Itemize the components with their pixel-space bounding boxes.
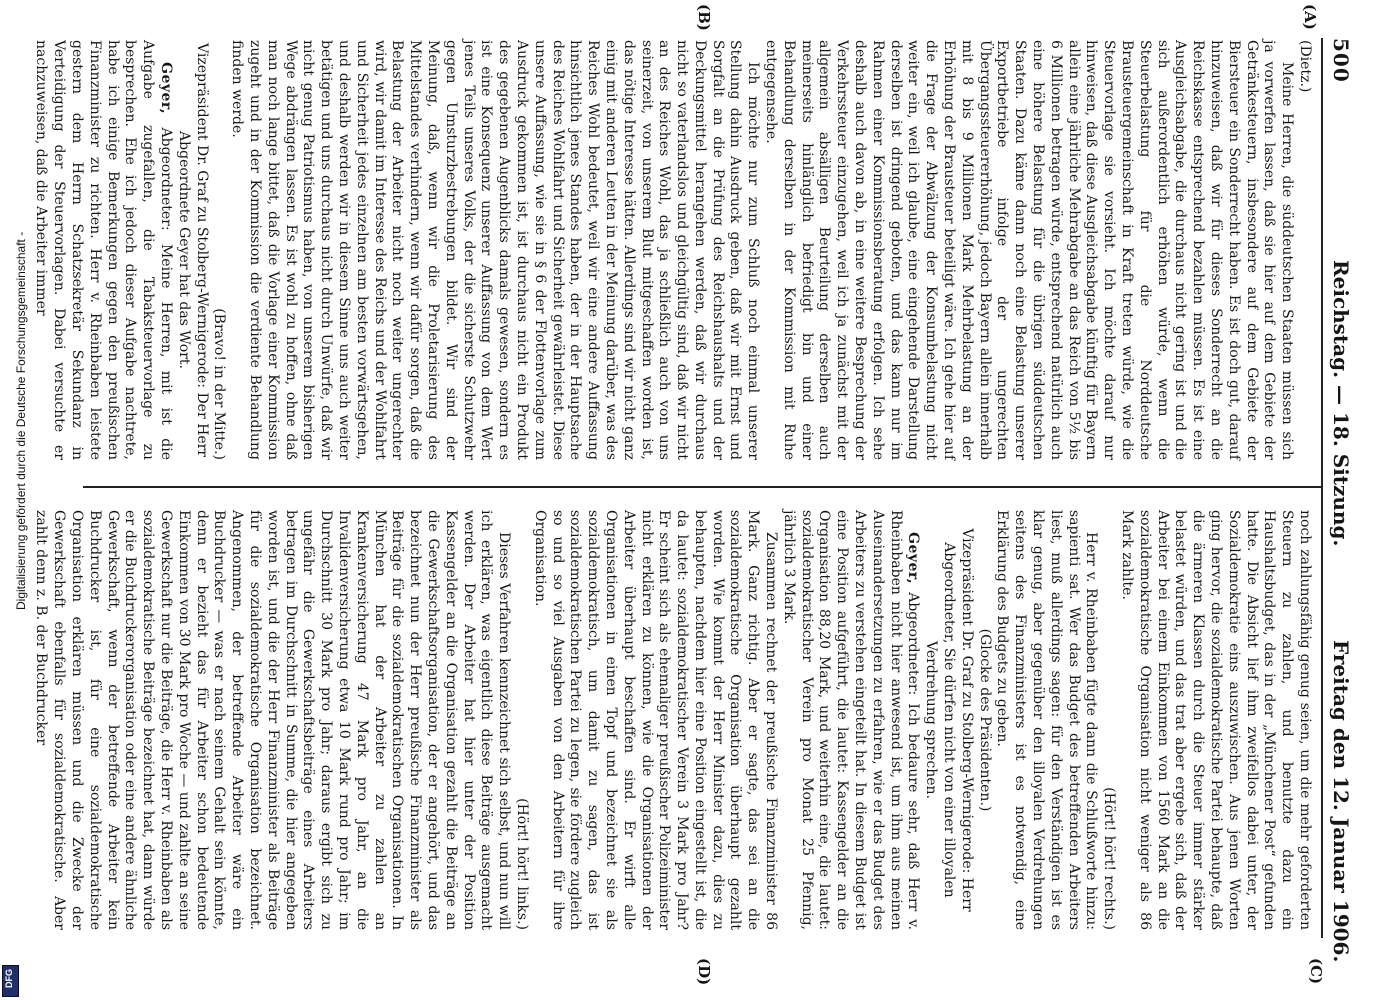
dfg-logo-text: DFG [4,969,14,988]
speaker-name: Geyer, [158,62,174,115]
paragraph: Zusammen rechnet der preußische Finanzminister 86 Mark. Ganz richtig. Aber er sagte, das sei an die sozialdemokratische Organisation überhaupt gezahlt worden. Wie kommt der Herr Minister dazu, dies zu behaupten, nachdem hier eine Position eingestellt ist, die da lautet: sozialdemokratischer Verein 3 Mark pro Jahr? Er scheint sich als ehemaliger preußischer Polizeiminister nicht erklären zu können, wie die Organisationen der Arbeiter überhaupt beschaffen sind. Er wirft alle Organisationen in einen Topf und bezeichnet sie als sozialdemokratisch, um damit zu sagen, das ist sozialdemokratischen Partei zu legen, sie fördere zugleich so und so viel Ausgaben von den Arbeitern für ihre Organisation. [531,510,780,930]
paragraph: Meine Herren, die süddeutschen Staaten müssen sich ja vorwerfen lassen, daß sie hier auf dem Gebiete der Getränkesteuern, insbesondere auf dem Gebiete der Biersteuer ein Sonderrecht haben. Es ist doch gut, darauf hinzuweisen, daß wir für dieses Sonderrecht an die Reichskasse entsprechend bezahlen müssen. Es ist eine Ausgleichsabgabe, die durchaus nicht gering ist und die sich außerordentlich erhöhen würde, wenn die Steuerbelastung für die Norddeutsche Brausteuergemeinschaft in Kraft treten würde, wie die Steuervorlage sie vorsieht. Ich möchte darauf nur hinweisen, daß diese Ausgleichsabgabe künftig für Bayern allein eine jährliche Mehrabgabe an das Reich von 5½ bis 6 Millionen betragen würde, entsprechend natürlich auch eine höhere Belastung für die übrigen süddeutschen Staaten. Dazu käme dann noch eine Belastung unserer Exportbetriebe infolge der ungerechten Übergangssteuererhöhung, jedoch Bayern allein innerhalb mit 8 bis 9 Millionen Mark Mehrbelastung an der Erhöhung der Brausteuer beteiligt wäre. Ich gehe hier auf die Frage der Abwälzung der Konsumbelastung nicht weiter ein, weil ich glaube, eine eingehende Darstellung derselben ist dringend geboten, und das kann nur im Rahmen einer Kommissionsberatung erfolgen. Ich sehe deshalb auch davon ab, in eine weitere Besprechung der Verkehrssteuer einzugehen, weil ich ja zunächst mit der allgemein absälligen Beurteilung derselben auch meinerseits hinlänglich befriedigt bin und einer Behandlung derselben in der Kommission mit Ruhe entgegensehe. [763,40,1296,460]
speech-text: Abgeordneter: Meine Herren, mit ist die Aufgabe zugefallen, die Tabaksteuervorlage zu besprechen. Ehe ich jedoch dieser Aufgabe nachtrete, habe ich einige Bemerkungen gegen den preußischen Finanzminister zu richten. Herr v. Rheinbaben leistete gestern dem Herrn Schatzsekretär Sekundanz in Verteidigung der Steuervorlagen. Dabei versuchte er nachzuweisen, daß die Arbeiter immer [33,40,174,460]
page-number: 500 [1329,38,1353,83]
presiding-remark: Vizepräsident Dr. Graf zu Stolberg-Wernigerode: Der Herr Abgeordnete Geyer hat das Wort. [175,42,210,457]
header-rule [1321,38,1323,938]
speaker-name: Geyer, [905,532,922,585]
paragraph: noch zahlungsfähig genug seien, um die mehr geforderten Steuern zu zahlen, und benutzte dazu ein Haushaltsbudget, das in der „Münchener Post“ gefunden hatte. Die Absicht lief ihm zweifellos dabei unter, der Sozialdemokratie eins auszuwischen. Aus jenen Worten ging hervor, die sozialdemokratische Partei behaupte, daß die ärmeren Klassen durch die Steuer immer stärker belastet würden, und das trat aber ergebe sich, daß der Arbeiter bei einem Einkommen von 1560 Mark an die sozialdemokratische Organisation nicht weniger als 86 Mark zahlte. [1119,510,1313,930]
left-column [32,40,1313,460]
column-divider [83,486,1323,488]
margin-mark-d: (D) [695,958,713,986]
right-column [32,510,1313,930]
interjection: (Hört! hört! links.) [513,798,530,930]
margin-mark-b: (B) [695,4,713,31]
paragraph: Ich möchte nur zum Schluß noch einmal unserer Stellung dahin Ausdruck geben, daß wir mit Ernst und Sorgfalt an die Prüfung des Reichshaushalts und der Deckungsmittel herangehen werden, daß wir durchaus nicht so vaterlandslos und gleichgültig sind, daß wir nicht an des Reiches Wohl, das ja schließlich auch von uns seinerzeit, von unserem Blut mitgeschaffen worden ist, das nötige Interesse hätten. Allerdings sind wir nicht ganz einig mit anderen Leuten in der Meinung darüber, was des Reiches Wohl bedeutet, weil wir eine andere Auffassung hinsichtlich jenes Standes haben, der in der Hauptsache des Reiches Wohlfahrt und Sicherheit gewährleistet. Diese unsere Auffassung, wie sie in § 6 der Flottenvorlage zum Ausdruck gekommen ist, ist durchaus nicht ein Produkt des gegebenen Augenblicks damals gewesen, sondern es ist eine Konsequenz unserer Auffassung von dem Wert jenes Teils unseres Volks, der die sicherste Schutzwehr gegen Umsturzbestrebungen bildet. Wir sind der Meinung, daß, wenn wir die Proletarisierung des Mittelstandes verhindern, wenn wir dafür sorgen, daß die Belastung der Arbeiter nicht noch weiter ungerechter wird, wir damit im Interesse des Reichs und der Wohlfahrt und Sicherheit jedes einzelnen am besten vorwärtsgehen, und deshalb werden wir in diesem Sinne uns auch weiter betätigen und uns durchaus nicht durch Unwürfe, daß wir nicht genug Patriotismus haben, von unserem bisherigen Wege abdrängen lassen. Es ist wohl zu hoffen, ohne daß man noch lange bittet, daß die Vorlage einer Kommission zugeht und in der Kommission die verdiente Behandlung finden werde. [229,40,762,460]
interjection: (Hört! hört! rechts.) [1101,787,1118,930]
presiding-remark: (Glocke des Präsidenten.) [976,628,993,812]
digitization-footer [0,0,28,1000]
speech-text: Abgeordneter: Ich bedaure sehr, daß Herr v. Rheinbaben nicht hier anwesend ist, um ihm aus meinen Auseinandersetzungen zu erfahren, wie er das Budget des Arbeiters zu verstehen eingeteilt hat. In diesem Budget ist eine Position aufgeführt, die lautet: Kassengelder an die Organisation 88,20 Mark, und weiterhin eine, die lautet: sozialdemokratischer Verein pro Monat 25 Pfennig, jährlich 3 Mark. [780,510,922,931]
paragraph: Herr v. Rheinbaben fügte dann die Schlußworte hinzu: sapienti sat. Wer das Budget des betreffenden Arbeiters liest, muß allerdings sagen: für den Verständigen ist es klar genug, aber gegenüber den illoyalen Verdrehungen seitens des Finanzministers ist es notwendig, eine Erklärung des Budgets zu geben. [994,510,1100,930]
speech-paragraph [32,40,174,460]
presiding-remark: Vizepräsident Dr. Graf zu Stolberg-Wernigerode: Herr Abgeordneter, Sie dürfen nicht von einer illoyalen Verdrehung sprechen. [923,528,975,912]
page-header-title: Reichstag. — 18. Sitzung. [1329,260,1353,547]
interjection: (Bravo! in der Mitte.) [211,308,228,460]
margin-mark-a: (A) [1301,4,1319,30]
page-header-date: Freitag den 12. Januar 1906. [1329,640,1353,963]
paragraph: Dieses Verfahren kennzeichnet sich selbst, und nun will ich erklären, was eigentlich diese Beiträge ausgemacht werden. Der Arbeiter hat hier unter der Position Kassengelder an die Organisation gezahlt die Beiträge an die Gewerkschaftsorganisation, der er angehört, und das bezeichnet nun der Herr preußische Finanzminister als Beiträge für die sozialdemokratischen Organisationen. In München hat der Arbeiter zu zahlen an Krankenversicherung 47 Mark pro Jahr, an die Invalidenversicherung etwa 10 Mark rund pro Jahr; im Durchschnitt 30 Mark pro Jahr; daraus ergibt sich zu ungefähr die Gewerkschaftsbeiträge eines Arbeiters betragen im Durchschnitt in Summe, die hier angegeben worden ist, und die der Herr Finanzminister als Beiträge für die sozialdemokratische Organisation bezeichnet. Angenommen, der betreffende Arbeiter wäre ein Buchdrucker — was er nach seinem Gehalt sein könnte, denn er bezieht das für Arbeiter schon bedeutende Einkommen von 30 Mark pro Woche — und zahlte an seine Gewerkschaft nur die Beiträge, die Herr v. Rheinbaben als sozialdemokratische Beiträge bezeichnet hat, dann würde er die Buchdruckerorganisation oder eine andere ähnliche Gewerkschaft, wenn der betreffende Arbeiter kein Buchdrucker ist, für eine sozialdemokratische Organisation erklären müssen und die Zwecke der Gewerkschaft ebenfalls für sozialdemokratische. Aber zahlt denn z. B. der Buchdrucker [33,510,513,930]
footer-credit: Digitalisierung gefördert durch die Deutsche Forschungsgemeinschaft - [14,231,28,610]
dfg-logo-icon [2,965,19,997]
speech-paragraph [779,510,921,930]
margin-mark-c: (C) [1307,958,1325,985]
speaker-continued: (Dietz.) [1297,40,1313,93]
